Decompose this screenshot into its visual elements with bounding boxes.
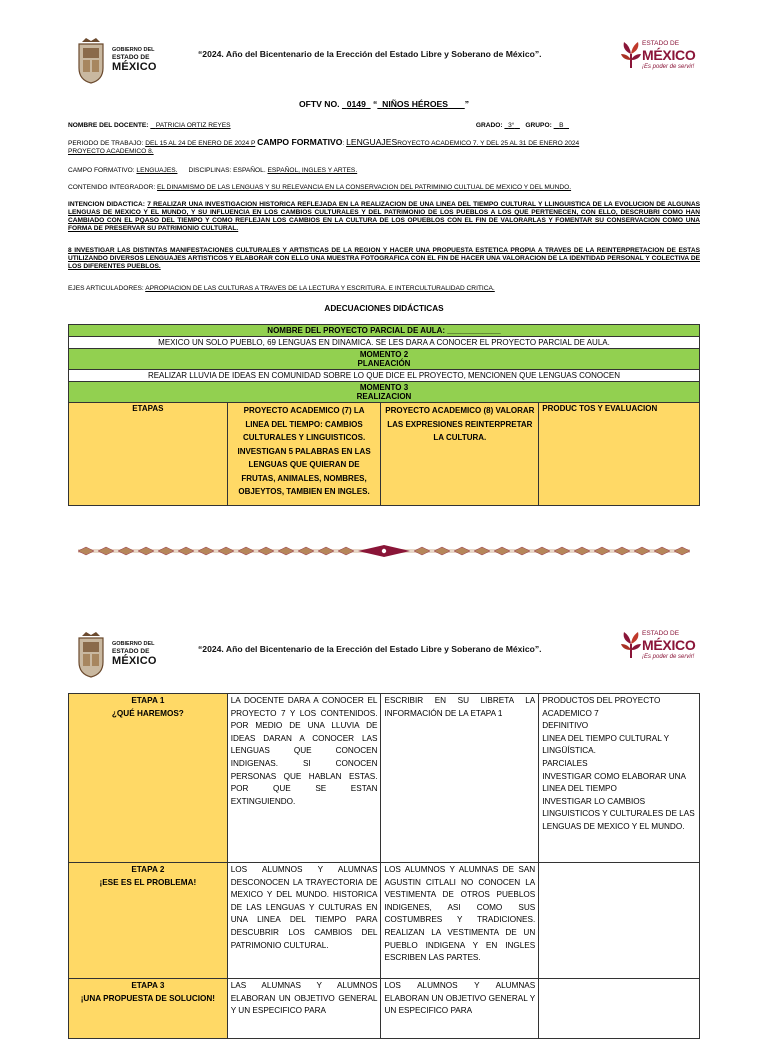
gob-logo-text: GOBIERNO DEL ESTADO DE MÉXICO xyxy=(112,641,157,667)
estado-de-mexico-logo xyxy=(620,40,700,80)
lluvia-cell: REALIZAR LLUVIA DE IDEAS EN COMUNIDAD SOBRE LO QUE DICE EL PROYECTO, MENCIONEN QUE LENGUAS CONOCEN xyxy=(69,370,700,382)
page-header xyxy=(0,620,768,690)
ejes-row: EJES ARTICULADORES: APROPIACION DE LAS CULTURAS A TRAVES DE LA LECTURA Y ESCRITURA. E INTERCULTURALIDAD CRITICA. xyxy=(68,285,495,292)
estado-de-mexico-logo xyxy=(620,630,700,670)
page-header xyxy=(0,0,768,73)
proyecto-parcial-cell: NOMBRE DEL PROYECTO PARCIAL DE AULA: ____________ xyxy=(69,325,700,337)
docente-row: NOMBRE DEL DOCENTE: PATRICIA ORTIZ REYES GRADO: 3° GRUPO: B xyxy=(68,122,564,129)
etapa-1-col2: LA DOCENTE DARA A CONOCER EL PROYECTO 7 Y LOS CONTENIDOS. POR MEDIO DE UNA LLUVIA DE IDEAS DARAN A CONOCER LAS LENGUAS QUE CONOCEN INDIGENAS. SI CONOCEN PERSONAS QUE HABLAN ESTAS. POR QUE SE ESTAN EXTINGUIENDO. xyxy=(227,694,381,863)
etapa-3-col3: LOS ALUMNOS Y ALUMNAS ELABORAN UN OBJETIVO GENERAL Y UN ESPECIFICO PARA xyxy=(381,979,539,1039)
momento2-cell: MOMENTO 2 PLANEACIÓN xyxy=(69,349,700,370)
etapa-3-cell: ETAPA 3 ¡UNA PROPUESTA DE SOLUCION! xyxy=(69,979,228,1039)
table-row xyxy=(69,370,700,382)
proyecto-desc-cell: MEXICO UN SOLO PUEBLO, 69 LENGUAS EN DINAMICA. SE LES DARA A CONOCER EL PROYECTO PARCIAL DE AULA. xyxy=(69,337,700,349)
table-row xyxy=(69,863,700,979)
page-gap xyxy=(0,600,768,620)
table-row xyxy=(69,349,700,370)
flower-emblem-icon xyxy=(620,630,642,660)
adecuaciones-title: ADECUACIONES DIDÁCTICAS xyxy=(324,304,444,313)
etapa-3-col4 xyxy=(539,979,700,1039)
pa8-header-cell: PROYECTO ACADEMICO (8) VALORAR LAS EXPRESIONES REINTERPRETAR LA CULTURA. xyxy=(381,403,539,506)
table-row xyxy=(69,403,700,506)
contenido-row: CONTENIDO INTEGRADOR: EL DINAMISMO DE LAS LENGUAS Y SU RELEVANCIA EN LA CONSERVACION DEL PATRIMINIO CULTUAL DE MEXICO Y DEL MUNDO. xyxy=(68,184,572,191)
productos-header-cell: PRODUC TOS Y EVALUACION xyxy=(539,403,700,506)
momento3-cell: MOMENTO 3 REALIZACION xyxy=(69,382,700,403)
document-page-2 xyxy=(0,620,768,1024)
etapa-2-cell: ETAPA 2 ¡ESE ES EL PROBLEMA! xyxy=(69,863,228,979)
etapas-table xyxy=(68,693,700,1039)
etapa-2-col2: LOS ALUMNOS Y ALUMNAS DESCONOCEN LA TRAYECTORIA DE MEXICO Y DEL MUNDO. HISTORICA DE LAS LENGUAS Y CULTURAS EN UNA LINEA DEL TIEMPO PARA DESCUBRIR LOS CAMBIOS DEL PATRIMONIO CULTURAL. xyxy=(227,863,381,979)
table-row xyxy=(69,382,700,403)
etapa-1-cell: ETAPA 1 ¿QUÉ HAREMOS? xyxy=(69,694,228,863)
table-row xyxy=(69,325,700,337)
gobierno-estado-mexico-logo xyxy=(76,632,186,680)
decorative-divider xyxy=(78,545,690,557)
etapa-1-col4: PRODUCTOS DEL PROYECTO ACADEMICO 7 DEFINITIVO LINEA DEL TIEMPO CULTURAL Y LINGÜÍSTICA. PARCIALES INVESTIGAR COMO ELABORAR UNA LINEA DEL TIEMPO INVESTIGAR LO CAMBIOS LINGUISTICOS Y CULTURALES DE LAS LENGUAS DE MEXICO Y EL MUNDO. xyxy=(539,694,700,863)
table-row xyxy=(69,979,700,1039)
periodo-row: PERIODO DE TRABAJO: DEL 15 AL 24 DE ENERO DE 2024 P CAMPO FORMATIVO: LENGUAJESROYECTO ACADEMICO 7. Y DEL 25 AL 31 DE ENERO 2024 PROYECTO ACADEMICO 8. xyxy=(68,137,580,155)
header-motto: “2024. Año del Bicentenario de la Erección del Estado Libre y Soberano de México”. xyxy=(198,49,542,59)
pa7-header-cell: PROYECTO ACADEMICO (7) LA LINEA DEL TIEMPO: CAMBIOS CULTURALES Y LINGUISTICOS. INVESTIGAN 5 PALABRAS EN LAS LENGUAS QUE QUIERAN DE FRUTAS, ANIMALES, NOMBRES, OBJEYTOS, TAMBIEN EN INGLES. xyxy=(227,403,381,506)
etapas-header-cell: ETAPAS xyxy=(69,403,228,506)
gobierno-estado-mexico-logo xyxy=(76,38,186,86)
adecuaciones-table xyxy=(68,324,700,506)
gob-logo-text: GOBIERNO DEL ESTADO DE MÉXICO xyxy=(112,47,157,73)
header-motto: “2024. Año del Bicentenario de la Erección del Estado Libre y Soberano de México”. xyxy=(198,644,542,654)
intencion-row: INTENCION DIDACTICA: 7 REALIZAR UNA INVESTIGACION HISTORICA REFLEJADA EN LA REALIZACION DE UNA LINEA DEL TIEMPO CULTURAL Y LLINGUISTICA DE LA EVOLUCION DE ALGUNAS LENGUAS DE MEXICO Y EL MUNDO, Y SU INFLUENCIA EN LOS CAMBIOS CULTURALES Y DEL PATRIMONIO DE LOS PUEBLOS A LOS QUE PERTENECEN, CON ELLO, DESCRUBRI COMO HAN CAMBIADO CON EL PQASO DEL TIEMPO Y COMO REFLEJAN LOS CAMBIOS EN LA CULTURA DE LOS OPUEBLOS CON EL FIN DE VALORARLAS Y FOMENTAR SU CONSERVACION COMO UNA FORMA DE PRESERVAR SU PATRIMONIO CULTURAL. xyxy=(68,201,700,232)
etapa-1-col3: ESCRIBIR EN SU LIBRETA LA INFORMACIÓN DE LA ETAPA 1 xyxy=(381,694,539,863)
flower-emblem-icon xyxy=(620,40,642,70)
edo-logo-text: ESTADO DE MÉXICO ¡Es poder de servir! xyxy=(642,630,696,660)
document-title: OFTV NO. 0149 “ NIÑOS HÉROES ” xyxy=(298,99,470,109)
campo-row: CAMPO FORMATIVO: LENGUAJES. DISCIPLINAS: ESPAÑOL. ESPAÑOL, INGLES Y ARTES. xyxy=(68,167,358,174)
edo-logo-text: ESTADO DE MÉXICO ¡Es poder de servir! xyxy=(642,40,696,70)
etapa-2-col3: LOS ALUMNOS Y ALUMNAS DE SAN AGUSTIN CITLALI NO CONOCEN LA VESTIMENTA DE OTROS PUEBLOS INDIGENES, ASI COMO SUS COSTUMBRES Y TRADICIONES. REALIZAN LA VESTIMENTA DE UN PUEBLO INDIGENA Y EN INGLES ESCRIBEN LAS PARTES. xyxy=(381,863,539,979)
coat-of-arms-icon xyxy=(76,38,106,84)
etapa-2-col4 xyxy=(539,863,700,979)
intencion-8-row: 8 INVESTIGAR LAS DISTINTAS MANIFESTACIONES CULTURALES Y ARTISTICAS DE LA REGION Y HACER UNA PROPUESTA ESTETICA PROPIA A TRAVES DE LA REINTERPRETACION DE ESTAS UTILIZANDO DIVERSOS LENGUAJES ARTISTICOS Y ELABORAR CON ELLO UNA MUESTRA FOTOGRAFICA CON EL FIN DE HACER UNA VALORACION DE LA IDENTIDAD PERSONAL Y COLECTIVA DE LOS DIFERENTES PUEBLOS. xyxy=(68,247,700,270)
table-row xyxy=(69,694,700,863)
table-row xyxy=(69,337,700,349)
etapa-3-col2: LAS ALUMNAS Y ALUMNOS ELABORAN UN OBJETIVO GENERAL Y UN ESPECIFICO PARA xyxy=(227,979,381,1039)
coat-of-arms-icon xyxy=(76,632,106,678)
